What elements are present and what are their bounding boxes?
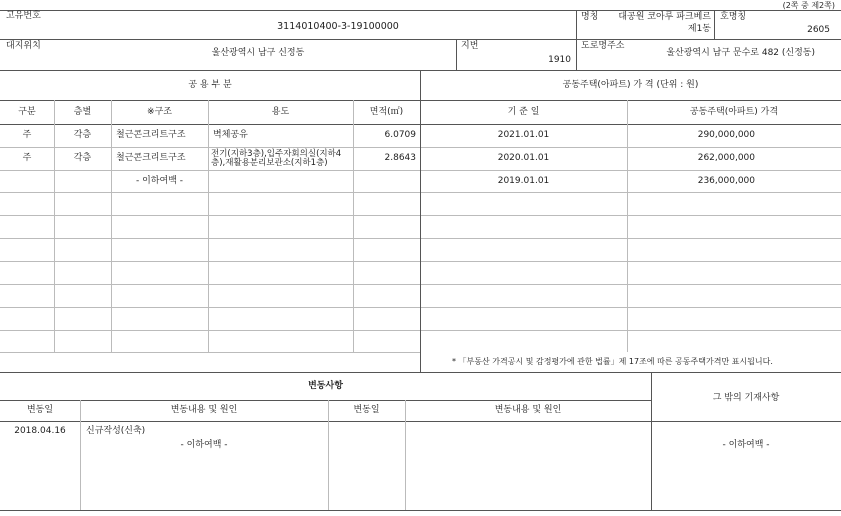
table-cell: 주 xyxy=(22,153,32,163)
table-cell: 2.8643 xyxy=(384,153,416,163)
table-cell: 2019.01.01 xyxy=(497,176,550,186)
col-header-change-content: 변동내용 및 원인 xyxy=(170,405,238,415)
col-header-floor: 층별 xyxy=(73,107,92,117)
col-header-change-date-2: 변동일 xyxy=(353,405,380,415)
table-cell: 6.0709 xyxy=(384,130,416,140)
col-line xyxy=(111,100,112,352)
col-header-type: 구분 xyxy=(18,107,36,117)
changes-title-divider xyxy=(0,400,651,401)
change-content: 신규작성(신축) xyxy=(86,426,146,436)
col-line xyxy=(208,100,209,352)
location-label: 대지위치 xyxy=(6,41,41,51)
table-cell: 전기(지하3층),입주자회의실(지하4층),재활용분리보관소(지하1층) xyxy=(211,149,342,168)
price-note: * 「부동산 가격공시 및 감정평가에 관한 법률」제 17조에 따른 공동주택가격만 표시됩니다. xyxy=(452,357,773,366)
name-label: 명칭 xyxy=(581,12,599,22)
page-indicator: (2쪽 중 제2쪽) xyxy=(782,1,835,10)
road-label: 도로명주소 xyxy=(581,41,625,51)
col-header-use: 용도 xyxy=(271,107,290,117)
table-cell: 주 xyxy=(22,130,32,140)
id-value: 3114010400-3-19100000 xyxy=(277,21,399,32)
table-cell: 2021.01.01 xyxy=(497,130,550,140)
header-col-line xyxy=(576,10,577,39)
header-col-line xyxy=(456,39,457,70)
table-cell: 236,000,000 xyxy=(697,176,755,186)
table-cell: 290,000,000 xyxy=(697,130,755,140)
changes-header-divider xyxy=(0,421,841,422)
road-value: 울산광역시 남구 문수로 482 (신정동) xyxy=(666,48,815,58)
row-line xyxy=(0,352,420,353)
change-date: 2018.04.16 xyxy=(14,426,66,436)
col-header-price: 공동주택(아파트) 가격 xyxy=(689,107,779,117)
table-cell: 철근콘크리트구조 xyxy=(116,153,186,163)
table-cell: 각층 xyxy=(73,153,92,163)
col-line xyxy=(328,400,329,510)
table-cell: 각층 xyxy=(73,130,92,140)
header-col-line xyxy=(714,10,715,39)
unit-label: 호명칭 xyxy=(720,12,747,22)
header-divider xyxy=(0,39,841,40)
col-header-change-content-2: 변동내용 및 원인 xyxy=(494,405,562,415)
table-cell: 벽체공유 xyxy=(213,130,248,140)
changes-section-title: 변동사항 xyxy=(308,381,343,391)
blank-marker: - 이하여백 - xyxy=(136,176,183,186)
name-value-line2: 제1동 xyxy=(687,24,711,34)
header-col-line xyxy=(576,39,577,70)
common-section-title: 공 용 부 분 xyxy=(188,80,232,90)
unit-value: 2605 xyxy=(807,25,830,35)
table-cell: 2020.01.01 xyxy=(497,153,550,163)
col-line xyxy=(353,100,354,352)
name-value-line1: 대공원 코아루 파크베르 xyxy=(618,12,711,22)
other-blank-marker: - 이하여백 - xyxy=(722,440,770,450)
location-value: 울산광역시 남구 신정동 xyxy=(211,48,305,58)
upper-table-bottom xyxy=(0,372,841,373)
col-header-change-date: 변동일 xyxy=(26,405,54,415)
lot-label: 지번 xyxy=(461,41,479,51)
table-cell: 철근콘크리트구조 xyxy=(116,130,186,140)
col-header-structure: ※구조 xyxy=(147,107,172,117)
col-line xyxy=(627,100,628,352)
other-section-title: 그 밖의 기재사항 xyxy=(712,393,780,403)
lot-value: 1910 xyxy=(548,55,571,65)
col-header-area: 면적(㎡) xyxy=(369,107,404,117)
col-line xyxy=(80,400,81,510)
price-section-title: 공동주택(아파트) 가 격 (단위 : 원) xyxy=(562,80,699,90)
col-line xyxy=(405,400,406,510)
blank-marker: - 이하여백 - xyxy=(180,440,228,450)
table-cell: 262,000,000 xyxy=(697,153,755,163)
table-bottom-border xyxy=(0,510,841,511)
id-label: 고유번호 xyxy=(6,11,41,21)
col-header-date: 기 준 일 xyxy=(507,107,540,117)
